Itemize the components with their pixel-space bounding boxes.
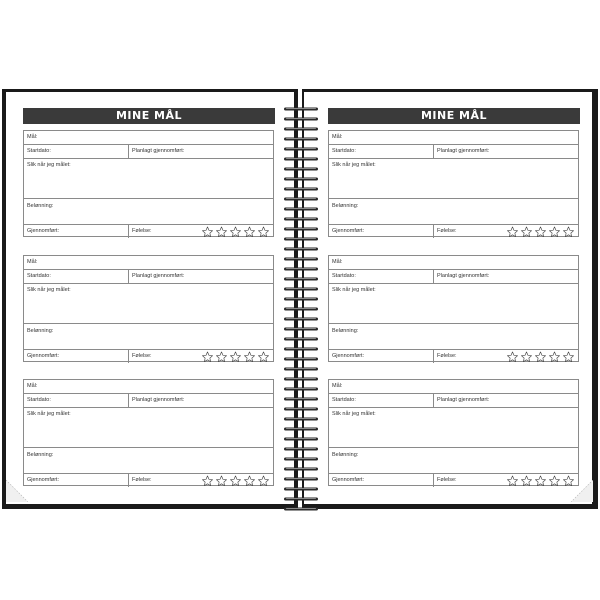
completed-label: Gjennomført: [332,477,365,483]
spiral-ring [284,148,318,152]
star-outline-icon[interactable] [215,226,228,238]
reward-label: Belønning: [27,328,54,334]
spiral-ring [284,98,318,102]
feeling-rating[interactable] [505,226,575,238]
spiral-ring [284,218,318,222]
feeling-label: Følelse: [132,477,152,483]
star-outline-icon[interactable] [201,475,214,487]
spiral-ring [284,328,318,332]
star-outline-icon[interactable] [548,351,561,363]
page-title-left: MINE MÅL [23,108,275,124]
star-outline-icon[interactable] [215,475,228,487]
spiral-ring [284,208,318,212]
spiral-ring [284,238,318,242]
spiral-ring [284,388,318,392]
star-outline-icon[interactable] [243,351,256,363]
star-outline-icon[interactable] [562,226,575,238]
spiral-ring [284,358,318,362]
star-outline-icon[interactable] [534,351,547,363]
spiral-ring [284,478,318,482]
start-date-label: Startdato: [332,148,356,154]
reward-label: Belønning: [27,452,54,458]
spiral-ring [284,338,318,342]
star-outline-icon[interactable] [243,226,256,238]
star-outline-icon[interactable] [229,226,242,238]
spiral-ring [284,378,318,382]
spiral-ring [284,168,318,172]
spiral-ring [284,458,318,462]
spiral-ring [284,178,318,182]
star-outline-icon[interactable] [257,226,270,238]
spiral-ring [284,428,318,432]
goal-block-left-1 [23,130,274,237]
reward-label: Belønning: [332,452,359,458]
spiral-ring [284,158,318,162]
planned-completion-label: Planlagt gjennomført: [437,148,490,154]
goal-label: Mål: [27,134,38,140]
star-outline-icon[interactable] [243,475,256,487]
completed-label: Gjennomført: [27,477,60,483]
goal-block-right-2 [328,255,579,362]
spiral-ring [284,448,318,452]
spiral-ring [284,228,318,232]
star-outline-icon[interactable] [229,475,242,487]
spiral-ring [284,408,318,412]
spiral-ring [284,438,318,442]
planned-completion-label: Planlagt gjennomført: [132,397,185,403]
spiral-ring [284,258,318,262]
spiral-ring [284,308,318,312]
spiral-ring [284,278,318,282]
feeling-rating[interactable] [505,475,575,487]
start-date-label: Startdato: [332,273,356,279]
star-outline-icon[interactable] [201,351,214,363]
start-date-label: Startdato: [27,397,51,403]
planned-completion-label: Planlagt gjennomført: [132,148,185,154]
reward-label: Belønning: [27,203,54,209]
how-to-reach-goal-label: Slik når jeg målet: [332,162,376,168]
star-outline-icon[interactable] [257,351,270,363]
reward-label: Belønning: [332,203,359,209]
how-to-reach-goal-label: Slik når jeg målet: [27,162,71,168]
star-outline-icon[interactable] [548,226,561,238]
spiral-ring [284,418,318,422]
how-to-reach-goal-label: Slik når jeg målet: [332,411,376,417]
star-outline-icon[interactable] [506,351,519,363]
goal-label: Mål: [332,383,343,389]
goal-label: Mål: [332,134,343,140]
spiral-ring [284,128,318,132]
page-title-right: MINE MÅL [328,108,580,124]
star-outline-icon[interactable] [215,351,228,363]
star-outline-icon[interactable] [257,475,270,487]
spiral-ring [284,298,318,302]
feeling-label: Følelse: [437,353,457,359]
spiral-ring [284,288,318,292]
start-date-label: Startdato: [27,273,51,279]
spiral-ring [284,108,318,112]
spiral-ring [284,138,318,142]
star-outline-icon[interactable] [520,351,533,363]
spiral-ring [284,198,318,202]
star-outline-icon[interactable] [548,475,561,487]
completed-label: Gjennomført: [332,353,365,359]
star-outline-icon[interactable] [534,475,547,487]
start-date-label: Startdato: [27,148,51,154]
spiral-ring [284,118,318,122]
spiral-ring [284,188,318,192]
spiral-ring [284,468,318,472]
star-outline-icon[interactable] [520,226,533,238]
star-outline-icon[interactable] [229,351,242,363]
star-outline-icon[interactable] [562,475,575,487]
how-to-reach-goal-label: Slik når jeg målet: [332,287,376,293]
spiral-ring [284,348,318,352]
spiral-ring [284,318,318,322]
spiral-ring [284,398,318,402]
goal-block-left-2 [23,255,274,362]
planned-completion-label: Planlagt gjennomført: [132,273,185,279]
spiral-ring [284,368,318,372]
feeling-rating[interactable] [200,226,270,238]
goal-block-left-3 [23,379,274,486]
spiral-ring [284,498,318,502]
planned-completion-label: Planlagt gjennomført: [437,273,490,279]
completed-label: Gjennomført: [27,228,60,234]
spiral-ring [284,268,318,272]
feeling-label: Følelse: [437,477,457,483]
star-outline-icon[interactable] [506,226,519,238]
start-date-label: Startdato: [332,397,356,403]
feeling-label: Følelse: [437,228,457,234]
how-to-reach-goal-label: Slik når jeg målet: [27,287,71,293]
goal-label: Mål: [27,259,38,265]
goal-block-right-1 [328,130,579,237]
goal-label: Mål: [332,259,343,265]
completed-label: Gjennomført: [332,228,365,234]
feeling-rating[interactable] [200,475,270,487]
reward-label: Belønning: [332,328,359,334]
goal-label: Mål: [27,383,38,389]
feeling-rating[interactable] [200,351,270,363]
feeling-rating[interactable] [505,351,575,363]
star-outline-icon[interactable] [520,475,533,487]
how-to-reach-goal-label: Slik når jeg målet: [27,411,71,417]
feeling-label: Følelse: [132,228,152,234]
star-outline-icon[interactable] [562,351,575,363]
goal-block-right-3 [328,379,579,486]
star-outline-icon[interactable] [534,226,547,238]
spiral-ring [284,248,318,252]
star-outline-icon[interactable] [506,475,519,487]
completed-label: Gjennomført: [27,353,60,359]
planned-completion-label: Planlagt gjennomført: [437,397,490,403]
spiral-ring [284,488,318,492]
star-outline-icon[interactable] [201,226,214,238]
feeling-label: Følelse: [132,353,152,359]
